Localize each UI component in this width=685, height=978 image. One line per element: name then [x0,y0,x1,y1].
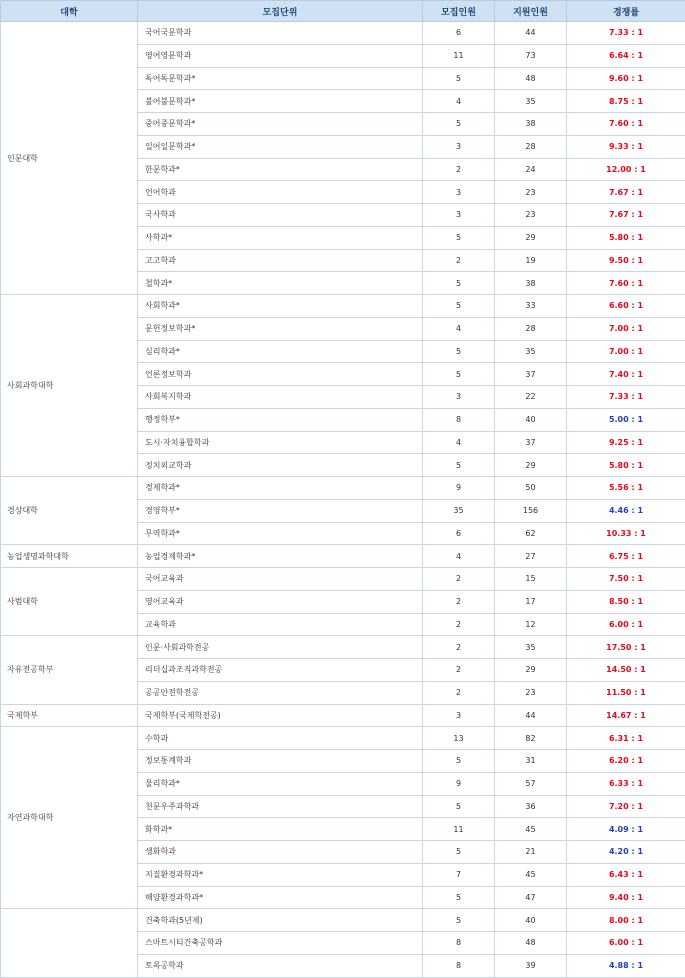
quota-cell: 2 [423,158,495,181]
applicants-cell: 38 [495,113,567,136]
unit-cell: 일어일문학과* [138,135,423,158]
applicants-cell: 47 [495,886,567,909]
applicants-cell: 48 [495,67,567,90]
quota-cell: 6 [423,522,495,545]
table-row [1,909,685,932]
rate-cell: 5.00 : 1 [567,408,685,431]
unit-cell: 교육학과 [138,613,423,636]
rate-cell: 7.60 : 1 [567,272,685,295]
quota-cell: 5 [423,226,495,249]
applicants-cell: 36 [495,795,567,818]
header-row [1,1,685,22]
rate-cell: 17.50 : 1 [567,636,685,659]
rate-cell: 9.40 : 1 [567,886,685,909]
applicants-cell: 15 [495,568,567,591]
rate-cell: 6.33 : 1 [567,772,685,795]
unit-cell: 문헌정보학과* [138,317,423,340]
header-quota: 모집인원 [423,1,495,22]
college-cell: 국제학부 [1,704,138,727]
quota-cell: 3 [423,204,495,227]
rate-cell: 7.67 : 1 [567,204,685,227]
unit-cell: 천문우주과학과 [138,795,423,818]
unit-cell: 행정학부* [138,408,423,431]
applicants-cell: 38 [495,272,567,295]
applicants-cell: 28 [495,135,567,158]
table-row [1,477,685,500]
rate-cell: 14.67 : 1 [567,704,685,727]
quota-cell: 2 [423,659,495,682]
rate-cell: 9.33 : 1 [567,135,685,158]
rate-cell: 7.00 : 1 [567,317,685,340]
unit-cell: 공공안전학전공 [138,681,423,704]
rate-cell: 6.00 : 1 [567,932,685,955]
applicants-cell: 17 [495,590,567,613]
applicants-cell: 45 [495,863,567,886]
unit-cell: 지질환경과학과* [138,863,423,886]
unit-cell: 한문학과* [138,158,423,181]
college-cell: 사회과학대학 [1,295,138,477]
applicants-cell: 24 [495,158,567,181]
applicants-cell: 28 [495,317,567,340]
rate-cell: 4.09 : 1 [567,818,685,841]
quota-cell: 2 [423,636,495,659]
header-unit: 모집단위 [138,1,423,22]
unit-cell: 농업경제학과* [138,545,423,568]
unit-cell: 언론정보학과 [138,363,423,386]
rate-cell: 6.00 : 1 [567,613,685,636]
rate-cell: 8.50 : 1 [567,590,685,613]
applicants-cell: 27 [495,545,567,568]
rate-cell: 6.31 : 1 [567,727,685,750]
quota-cell: 5 [423,272,495,295]
quota-cell: 4 [423,317,495,340]
rate-cell: 6.60 : 1 [567,295,685,318]
rate-cell: 5.80 : 1 [567,454,685,477]
applicants-cell: 29 [495,454,567,477]
rate-cell: 10.33 : 1 [567,522,685,545]
rate-cell: 7.40 : 1 [567,363,685,386]
applicants-cell: 29 [495,659,567,682]
applicants-cell: 62 [495,522,567,545]
applicants-cell: 33 [495,295,567,318]
quota-cell: 4 [423,90,495,113]
applicants-cell: 48 [495,932,567,955]
rate-cell: 5.56 : 1 [567,477,685,500]
unit-cell: 화학과* [138,818,423,841]
rate-cell: 4.20 : 1 [567,841,685,864]
applicants-cell: 57 [495,772,567,795]
rate-cell: 8.75 : 1 [567,90,685,113]
unit-cell: 언어학과 [138,181,423,204]
unit-cell: 사회학과* [138,295,423,318]
unit-cell: 영어영문학과 [138,44,423,67]
rate-cell: 5.80 : 1 [567,226,685,249]
quota-cell: 6 [423,22,495,45]
table-row [1,568,685,591]
applicants-cell: 44 [495,704,567,727]
quota-cell: 4 [423,431,495,454]
quota-cell: 11 [423,818,495,841]
unit-cell: 국어국문학과 [138,22,423,45]
quota-cell: 2 [423,681,495,704]
applicants-cell: 23 [495,181,567,204]
rate-cell: 7.33 : 1 [567,386,685,409]
unit-cell: 심리학과* [138,340,423,363]
quota-cell: 2 [423,590,495,613]
rate-cell: 9.25 : 1 [567,431,685,454]
unit-cell: 스마트시티건축공학과 [138,932,423,955]
unit-cell: 고고학과 [138,249,423,272]
table-row [1,704,685,727]
applicants-cell: 40 [495,408,567,431]
applicants-cell: 31 [495,750,567,773]
unit-cell: 해양환경과학과* [138,886,423,909]
unit-cell: 영어교육과 [138,590,423,613]
rate-cell: 7.50 : 1 [567,568,685,591]
unit-cell: 사회복지학과 [138,386,423,409]
applicants-cell: 21 [495,841,567,864]
rate-cell: 6.75 : 1 [567,545,685,568]
college-cell: 자유전공학부 [1,636,138,704]
applicants-cell: 22 [495,386,567,409]
quota-cell: 3 [423,181,495,204]
college-cell: 경상대학 [1,477,138,545]
applicants-cell: 39 [495,954,567,977]
table-row [1,545,685,568]
quota-cell: 3 [423,386,495,409]
quota-cell: 5 [423,886,495,909]
quota-cell: 5 [423,67,495,90]
rate-cell: 9.60 : 1 [567,67,685,90]
rate-cell: 14.50 : 1 [567,659,685,682]
quota-cell: 7 [423,863,495,886]
unit-cell: 독어독문학과* [138,67,423,90]
college-cell: 사범대학 [1,568,138,636]
rate-cell: 7.60 : 1 [567,113,685,136]
unit-cell: 중어중문학과* [138,113,423,136]
unit-cell: 철학과* [138,272,423,295]
quota-cell: 5 [423,454,495,477]
applicants-cell: 82 [495,727,567,750]
unit-cell: 사학과* [138,226,423,249]
rate-cell: 7.00 : 1 [567,340,685,363]
header-rate: 경쟁률 [567,1,685,22]
applicants-cell: 29 [495,226,567,249]
unit-cell: 정치외교학과 [138,454,423,477]
quota-cell: 2 [423,249,495,272]
quota-cell: 35 [423,499,495,522]
quota-cell: 5 [423,295,495,318]
rate-cell: 11.50 : 1 [567,681,685,704]
rate-cell: 6.64 : 1 [567,44,685,67]
table-row [1,636,685,659]
header-applicants: 지원인원 [495,1,567,22]
unit-cell: 국사학과 [138,204,423,227]
college-cell: 인문대학 [1,22,138,295]
applicants-cell: 45 [495,818,567,841]
quota-cell: 3 [423,135,495,158]
rate-cell: 7.20 : 1 [567,795,685,818]
unit-cell: 리더십과조직과학전공 [138,659,423,682]
applicants-cell: 19 [495,249,567,272]
college-cell: 농업생명과학대학 [1,545,138,568]
rate-cell: 4.46 : 1 [567,499,685,522]
quota-cell: 8 [423,932,495,955]
quota-cell: 5 [423,750,495,773]
rate-cell: 12.00 : 1 [567,158,685,181]
unit-cell: 국어교육과 [138,568,423,591]
quota-cell: 5 [423,841,495,864]
applicants-cell: 23 [495,681,567,704]
rate-cell: 6.20 : 1 [567,750,685,773]
unit-cell: 토목공학과 [138,954,423,977]
applicants-cell: 23 [495,204,567,227]
rate-cell: 8.00 : 1 [567,909,685,932]
applicants-cell: 44 [495,22,567,45]
college-cell: 자연과학대학 [1,727,138,909]
unit-cell: 무역학과* [138,522,423,545]
applicants-cell: 12 [495,613,567,636]
quota-cell: 2 [423,568,495,591]
quota-cell: 8 [423,408,495,431]
unit-cell: 인문·사회과학전공 [138,636,423,659]
unit-cell: 정보통계학과 [138,750,423,773]
unit-cell: 경영학부* [138,499,423,522]
quota-cell: 5 [423,340,495,363]
unit-cell: 불어불문학과* [138,90,423,113]
applicants-cell: 35 [495,90,567,113]
quota-cell: 5 [423,795,495,818]
applicants-cell: 37 [495,363,567,386]
header-college: 대학 [1,1,138,22]
applicants-cell: 73 [495,44,567,67]
table-row [1,727,685,750]
quota-cell: 11 [423,44,495,67]
rate-cell: 9.50 : 1 [567,249,685,272]
applicants-cell: 35 [495,636,567,659]
table-body [1,22,685,978]
quota-cell: 9 [423,477,495,500]
quota-cell: 5 [423,909,495,932]
unit-cell: 건축학과(5년제) [138,909,423,932]
unit-cell: 수학과 [138,727,423,750]
unit-cell: 국제학부(국제학전공) [138,704,423,727]
quota-cell: 3 [423,704,495,727]
quota-cell: 8 [423,954,495,977]
quota-cell: 13 [423,727,495,750]
unit-cell: 경제학과* [138,477,423,500]
unit-cell: 도시·자치융합학과 [138,431,423,454]
table-row [1,295,685,318]
rate-cell: 6.43 : 1 [567,863,685,886]
applicants-cell: 40 [495,909,567,932]
quota-cell: 5 [423,363,495,386]
applicants-cell: 35 [495,340,567,363]
rate-cell: 7.67 : 1 [567,181,685,204]
applicants-cell: 50 [495,477,567,500]
table-row [1,22,685,45]
quota-cell: 9 [423,772,495,795]
applicants-cell: 37 [495,431,567,454]
unit-cell: 생화학과 [138,841,423,864]
unit-cell: 물리학과* [138,772,423,795]
quota-cell: 4 [423,545,495,568]
quota-cell: 5 [423,113,495,136]
quota-cell: 2 [423,613,495,636]
rate-cell: 4.88 : 1 [567,954,685,977]
rate-cell: 7.33 : 1 [567,22,685,45]
applicants-cell: 156 [495,499,567,522]
